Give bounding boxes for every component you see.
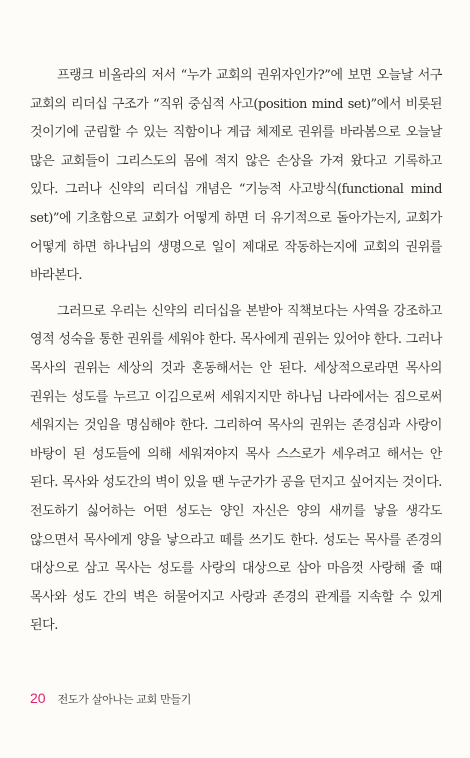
page-number: 20 [30,690,46,706]
paragraph-1: 프랭크 비올라의 저서 “누가 교회의 권위자인가?”에 보면 오늘날 서구 교회의 리더십 구조가 “직위 중심적 사고(position mind set)”에서 비롯된 것이기에 군림할 수 있는 직함이나 계급 체제로 권위를 바라봄으로 오늘날 많은 교회들이 그리스도의 몸에 적지 않은 손상을 가져 왔다고 기록하고 있다. 그러나 신약의 리더십 개념은 “기능적 사고방식(functional mind set)”에 기초함으로 교회가 어떻게 하면 더 유기적으로 돌아가는지, 교회가 어떻게 하면 하나님의 생명으로 일이 제대로 작동하는지에 교회의 권위를 바라본다. [30,68,442,284]
paragraph-2: 그러므로 우리는 신약의 리더십을 본받아 직책보다는 사역을 강조하고 영적 성숙을 통한 권위를 세워야 한다. 목사에게 권위는 있어야 한다. 그러나 목사의 권위는 세상의 것과 혼동해서는 안 된다. 세상적으로라면 목사의 권위는 성도를 누르고 이김으로써 세워지지만 하나님 나라에서는 짐으로써 세워지는 것임을 명심해야 한다. 그리하여 목사의 권위는 존경심과 사랑이 바탕이 된 성도들에 의해 세워져야지 목사 스스로가 세우려고 해서는 안 된다. 목사와 성도간의 벽이 있을 땐 누군가가 공을 던지고 싶어지는 것이다. 전도하기 싫어하는 어떤 성도는 양인 자신은 양의 새끼를 낳을 생각도 않으면서 목사에게 양을 낳으라고 떼를 쓰기도 한다. 성도는 목사를 존경의 대상으로 삼고 목사는 성도를 사랑의 대상으로 삼아 마음껏 사랑해 줄 때 목사와 성도 간의 벽은 허물어지고 사랑과 존경의 관계를 지속할 수 있게 된다. [30,303,442,634]
running-title: 전도가 살아나는 교회 만들기 [57,693,192,706]
body-text [30,62,442,641]
page-footer [30,690,191,707]
